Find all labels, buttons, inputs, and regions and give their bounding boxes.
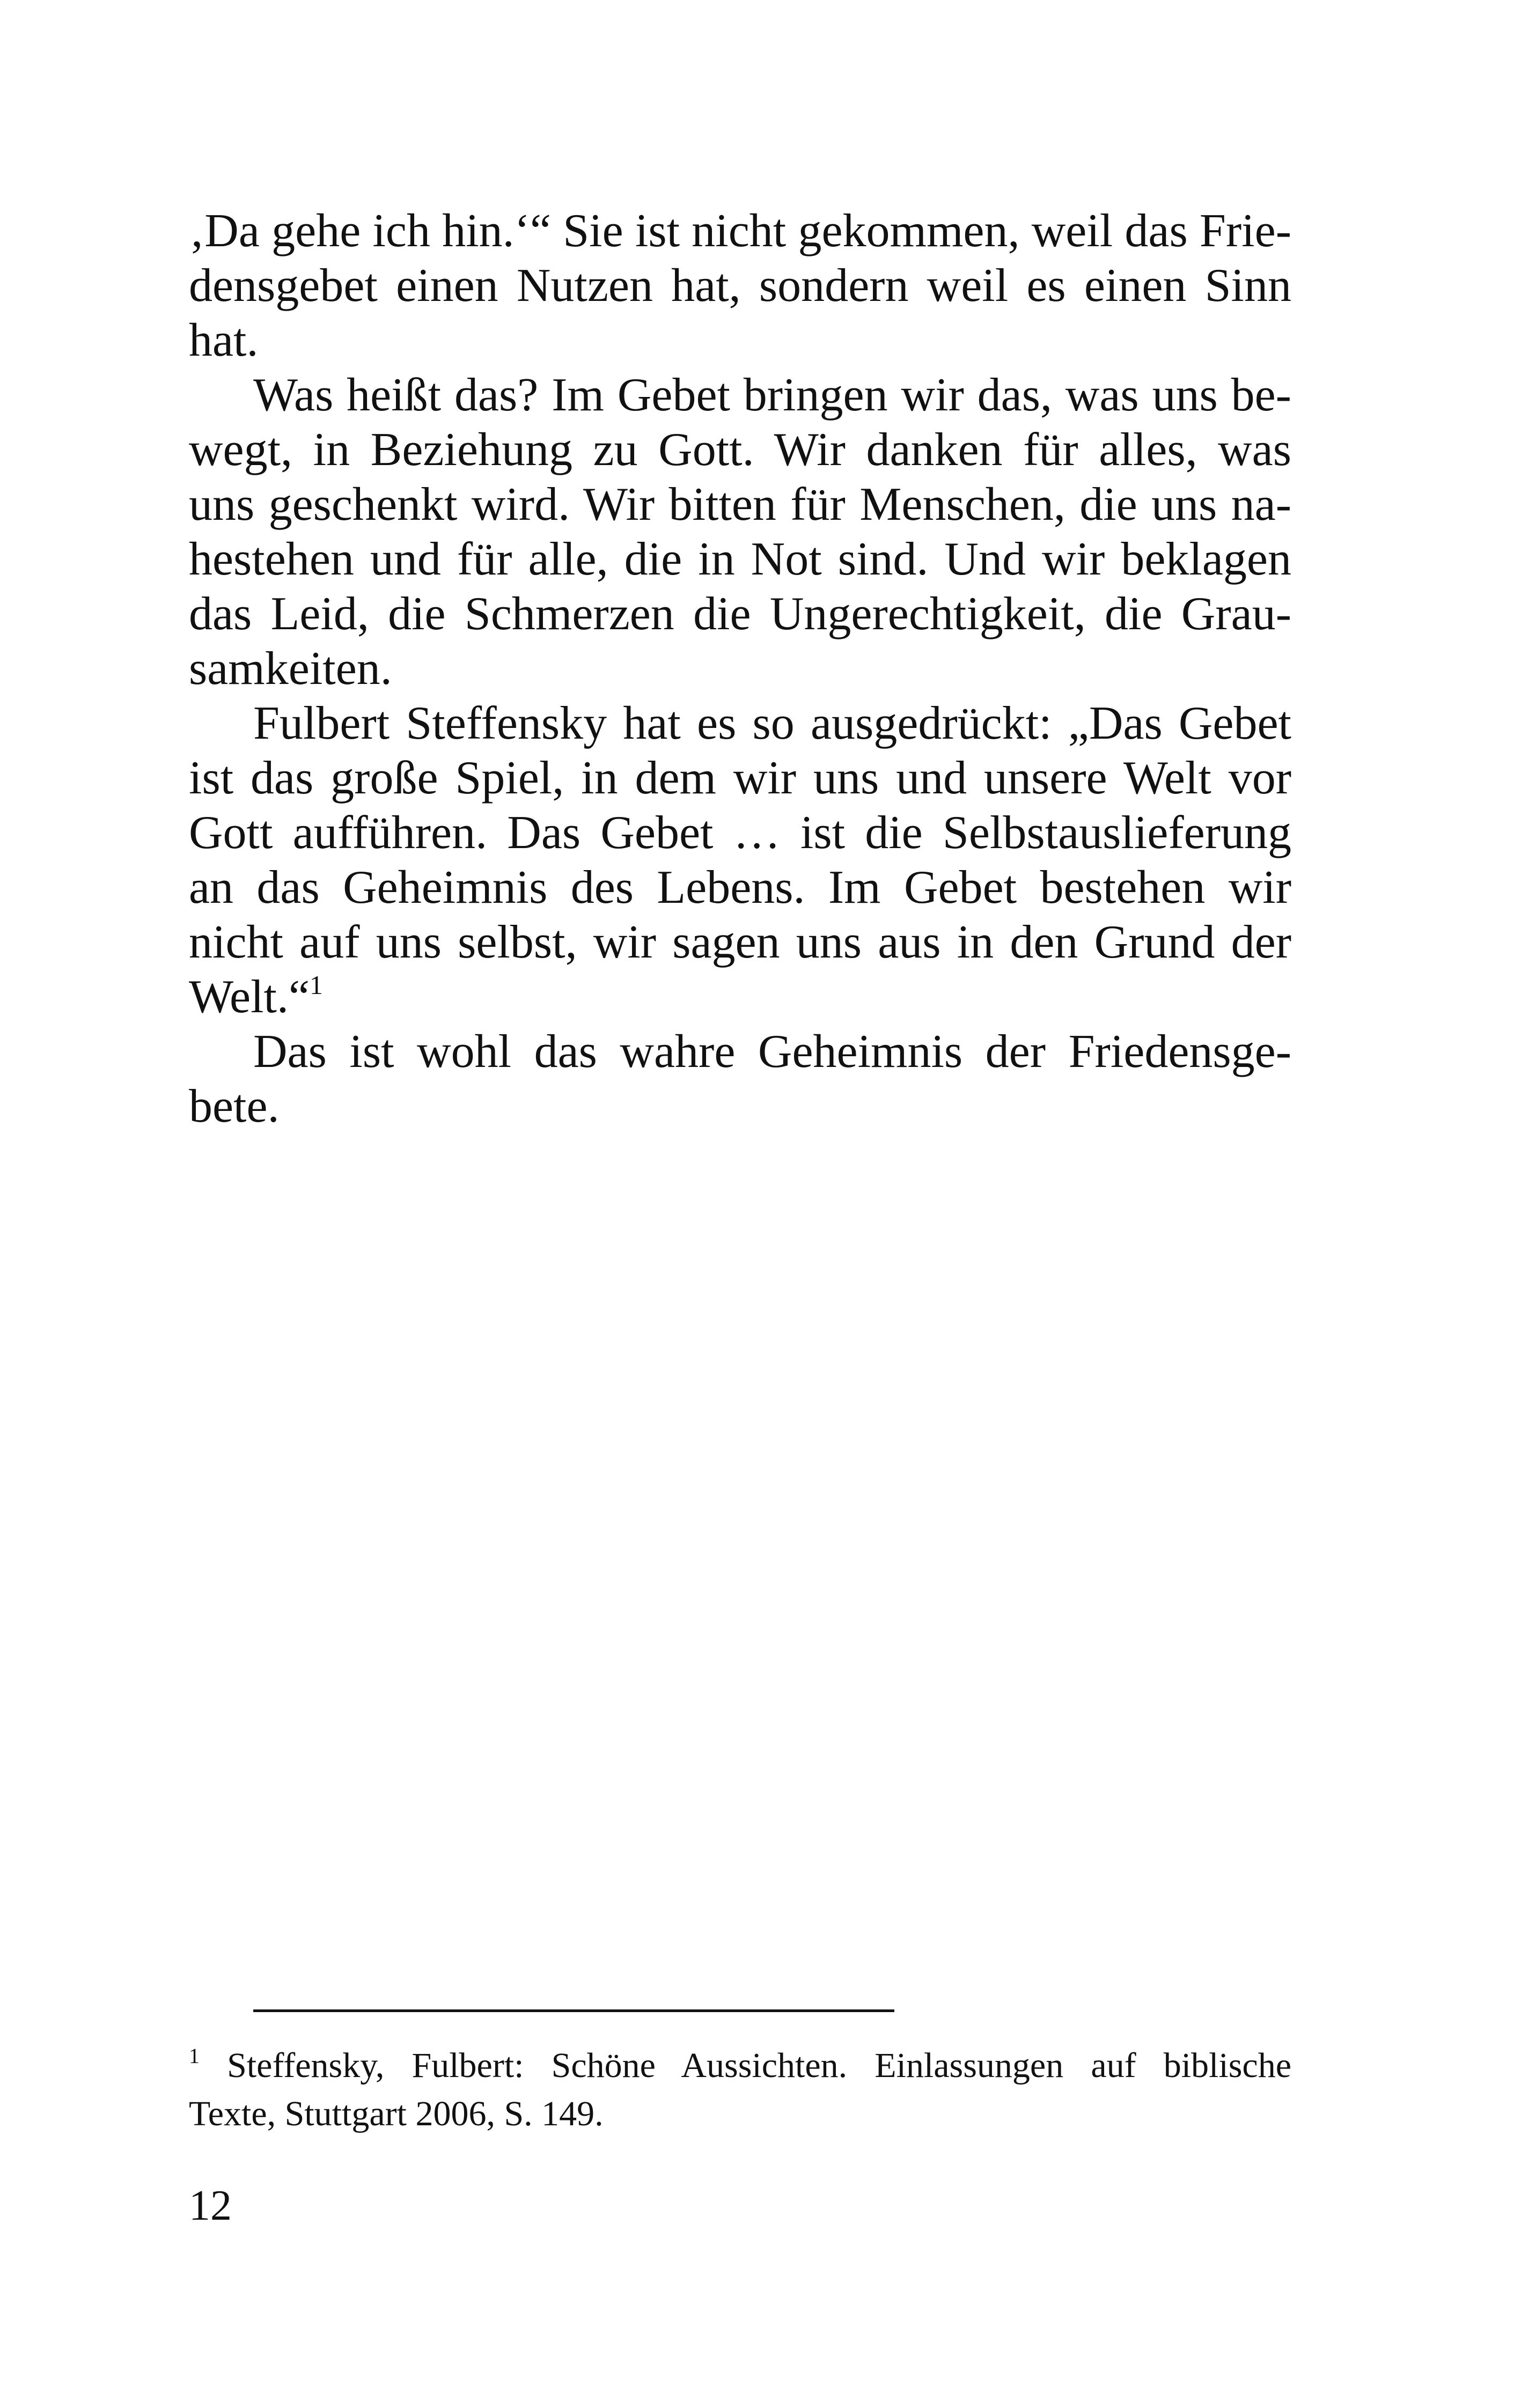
text-line: hat. bbox=[189, 314, 259, 366]
footnote-marker: 1 bbox=[189, 2044, 200, 2068]
body-text bbox=[189, 204, 1291, 1134]
footnote-reference[interactable]: 1 bbox=[310, 970, 324, 1000]
text-line: das Leid, die Schmerzen die Ungerechtigkeit, die Grau- bbox=[189, 588, 1291, 640]
text-line bbox=[189, 970, 1291, 1025]
footnote-text: Steffensky, Fulbert: Schöne Aussichten. Einlassungen auf biblische bbox=[227, 2046, 1291, 2085]
footnote-line: Texte, Stuttgart 2006, S. 149. bbox=[189, 2094, 604, 2133]
text-line: Fulbert Steffensky hat es so ausgedrückt: „Das Gebet bbox=[253, 697, 1291, 749]
text-line: uns geschenkt wird. Wir bitten für Menschen, die uns na- bbox=[189, 478, 1291, 531]
text-line-content: Welt.“ bbox=[189, 971, 310, 1023]
text-line: hestehen und für alle, die in Not sind. Und wir beklagen bbox=[189, 533, 1291, 585]
footnote bbox=[189, 2042, 1291, 2138]
text-line: an das Geheimnis des Lebens. Im Gebet bestehen wir bbox=[189, 861, 1291, 914]
text-line: Gott aufführen. Das Gebet … ist die Selbstauslieferung bbox=[189, 807, 1291, 859]
footnote-separator bbox=[253, 2009, 894, 2012]
text-line: Das ist wohl das wahre Geheimnis der Friedensge- bbox=[253, 1026, 1291, 1078]
page-number: 12 bbox=[189, 2182, 232, 2229]
text-line: samkeiten. bbox=[189, 643, 392, 695]
text-line: densgebet einen Nutzen hat, sondern weil es einen Sinn bbox=[189, 260, 1291, 312]
text-line: nicht auf uns selbst, wir sagen uns aus in den Grund der bbox=[189, 916, 1291, 968]
text-line: ist das große Spiel, in dem wir uns und unsere Welt vor bbox=[189, 752, 1291, 804]
text-line: bete. bbox=[189, 1080, 280, 1132]
text-line: Was heißt das? Im Gebet bringen wir das, was uns be- bbox=[253, 369, 1291, 421]
text-line: ‚Da gehe ich hin.‘“ Sie ist nicht gekommen, weil das Frie- bbox=[189, 205, 1291, 257]
footnote-line bbox=[189, 2042, 1291, 2090]
text-line: wegt, in Beziehung zu Gott. Wir danken für alles, was bbox=[189, 424, 1291, 476]
